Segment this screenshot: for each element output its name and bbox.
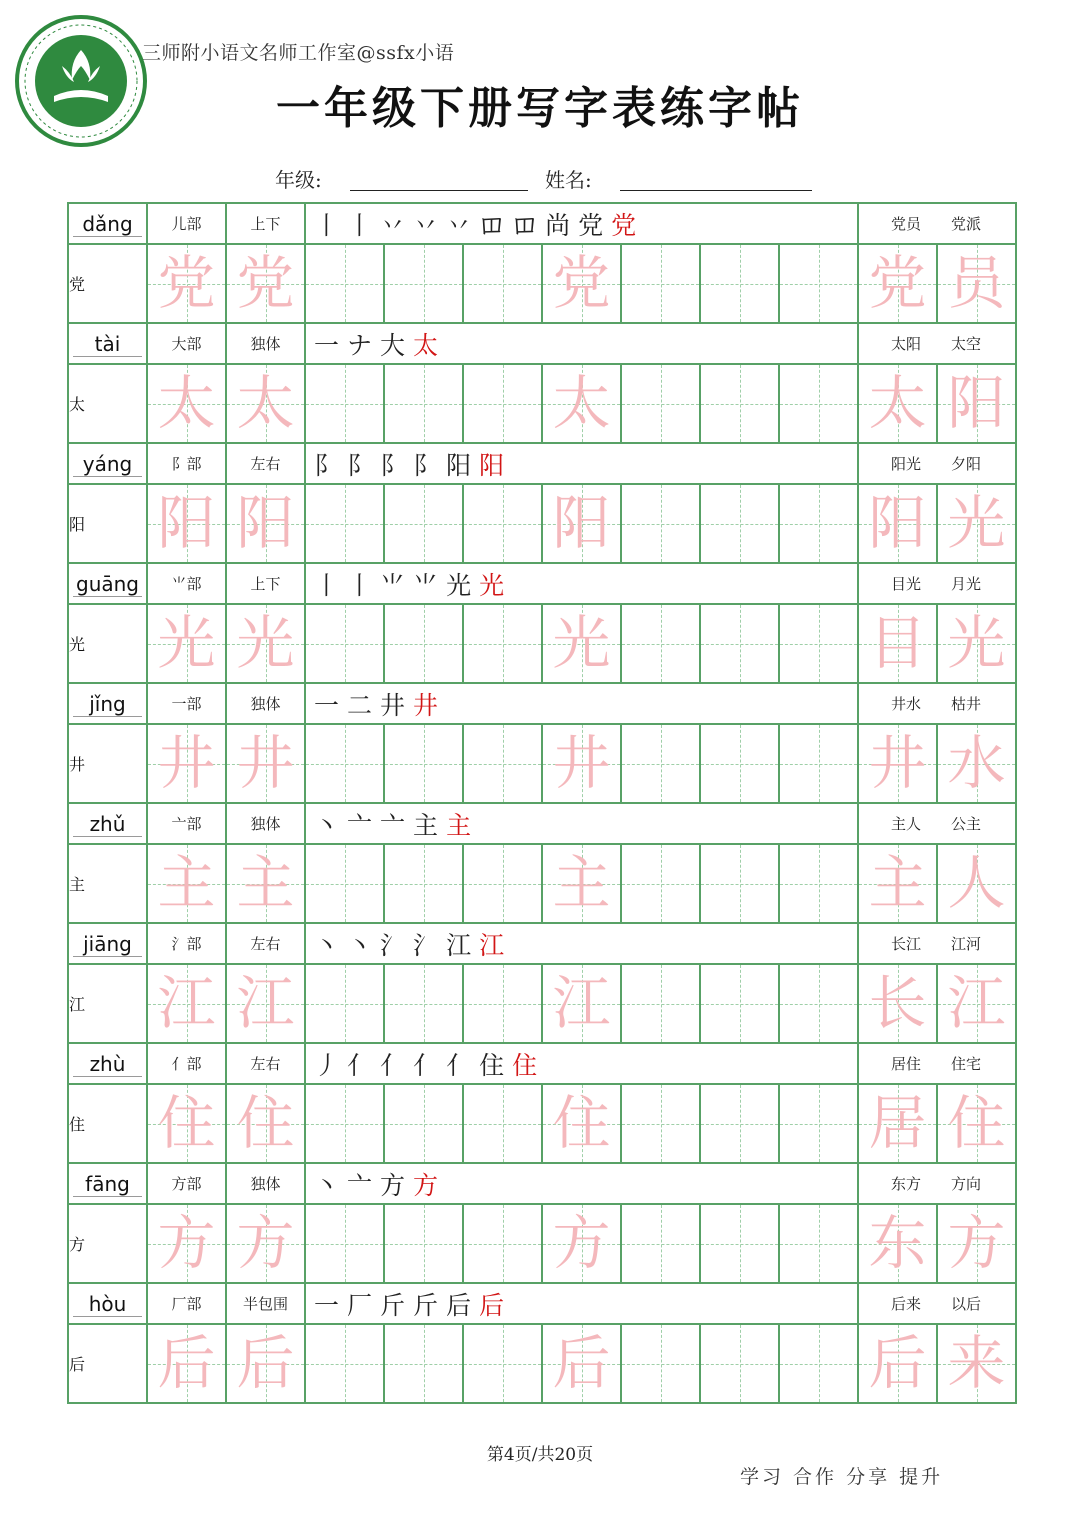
page-number: 第4页/共20页 <box>486 1445 594 1465</box>
trace-cell[interactable]: 江 <box>226 964 305 1043</box>
example-word: 江河 <box>951 935 982 953</box>
blank-practice-cell[interactable] <box>305 1324 384 1403</box>
stroke-order <box>305 563 858 604</box>
stroke-step: 井 <box>413 690 443 720</box>
blank-practice-cell[interactable] <box>700 1084 779 1163</box>
pinyin <box>68 443 147 484</box>
blank-practice-cell[interactable] <box>305 1084 384 1163</box>
example-words <box>858 563 1016 604</box>
trace-cell[interactable]: 太 <box>542 364 621 443</box>
info-row <box>68 563 1016 604</box>
blank-practice-cell[interactable] <box>779 724 858 803</box>
pinyin <box>68 323 147 364</box>
example-word: 后来 <box>891 1295 922 1313</box>
stroke-step: 丨 <box>347 210 377 240</box>
blank-practice-cell[interactable] <box>463 364 542 443</box>
writing-row <box>68 964 1016 1043</box>
word-trace-cell[interactable]: 人 <box>937 844 1016 923</box>
example-words <box>858 1163 1016 1204</box>
example-word: 党派 <box>951 215 982 233</box>
stroke-step: 井 <box>380 690 410 720</box>
stroke-step: 丶 <box>314 930 344 960</box>
stroke-step: 住 <box>479 1050 509 1080</box>
writing-row <box>68 1084 1016 1163</box>
example-word: 方向 <box>951 1175 982 1193</box>
stroke-step: 后 <box>479 1290 509 1320</box>
pinyin-text: yáng <box>82 451 133 476</box>
blank-practice-cell[interactable] <box>305 244 384 323</box>
pinyin-text: jǐng <box>89 691 126 716</box>
model-character: 江 <box>68 964 147 1043</box>
structure: 独体 <box>226 803 305 844</box>
stroke-step: 主 <box>413 810 443 840</box>
stroke-step: 方 <box>380 1170 410 1200</box>
writing-row <box>68 484 1016 563</box>
stroke-step: 亻 <box>413 1050 443 1080</box>
page-title: 一年级下册写字表练字帖 <box>276 83 804 134</box>
blank-practice-cell[interactable] <box>779 1204 858 1283</box>
stroke-step: 党 <box>611 210 641 240</box>
stroke-step: 太 <box>413 330 443 360</box>
studio-name: 三师附小语文名师工作室@ssfx小语 <box>142 42 455 64</box>
trace-cell[interactable]: 井 <box>147 724 226 803</box>
stroke-order <box>305 443 858 484</box>
radical: 一部 <box>147 683 226 724</box>
word-trace-cell[interactable]: 员 <box>937 244 1016 323</box>
word-trace-cell[interactable]: 光 <box>937 484 1016 563</box>
word-trace-cell[interactable]: 来 <box>937 1324 1016 1403</box>
stroke-step: 江 <box>479 930 509 960</box>
info-row <box>68 803 1016 844</box>
pinyin-text: zhǔ <box>89 811 126 836</box>
stroke-step: ナ <box>347 330 377 360</box>
example-word: 枯井 <box>951 695 982 713</box>
blank-practice-cell[interactable] <box>384 844 463 923</box>
stroke-step: 方 <box>413 1170 443 1200</box>
stroke-step: 丨 <box>314 570 344 600</box>
pinyin <box>68 563 147 604</box>
trace-cell[interactable]: 方 <box>147 1204 226 1283</box>
trace-cell[interactable]: 后 <box>147 1324 226 1403</box>
stroke-step: 阝 <box>380 450 410 480</box>
info-row <box>68 323 1016 364</box>
radical: 亠部 <box>147 803 226 844</box>
blank-practice-cell[interactable] <box>700 1324 779 1403</box>
blank-practice-cell[interactable] <box>463 1204 542 1283</box>
trace-cell[interactable]: 江 <box>542 964 621 1043</box>
pinyin <box>68 1163 147 1204</box>
blank-practice-cell[interactable] <box>463 844 542 923</box>
word-trace-cell[interactable]: 阳 <box>858 484 937 563</box>
pinyin <box>68 683 147 724</box>
trace-cell[interactable]: 后 <box>226 1324 305 1403</box>
trace-cell[interactable]: 井 <box>226 724 305 803</box>
word-trace-cell[interactable]: 江 <box>937 964 1016 1043</box>
radical: 大部 <box>147 323 226 364</box>
word-trace-cell[interactable]: 住 <box>937 1084 1016 1163</box>
pinyin <box>68 1283 147 1324</box>
name-label: 姓名: <box>545 168 592 192</box>
stroke-step: 一 <box>314 690 344 720</box>
stroke-order <box>305 1163 858 1204</box>
stroke-step: 丨 <box>314 210 344 240</box>
stroke-step: 亻 <box>380 1050 410 1080</box>
pinyin-text: dǎng <box>82 211 133 236</box>
word-trace-cell[interactable]: 后 <box>858 1324 937 1403</box>
blank-practice-cell[interactable] <box>463 724 542 803</box>
radical: 阝部 <box>147 443 226 484</box>
trace-cell[interactable]: 住 <box>226 1084 305 1163</box>
blank-practice-cell[interactable] <box>384 484 463 563</box>
stroke-step: 亻 <box>446 1050 476 1080</box>
writing-row <box>68 724 1016 803</box>
structure: 独体 <box>226 1163 305 1204</box>
structure: 左右 <box>226 443 305 484</box>
blank-practice-cell[interactable] <box>779 244 858 323</box>
blank-practice-cell[interactable] <box>305 364 384 443</box>
stroke-order <box>305 1283 858 1324</box>
stroke-order <box>305 1043 858 1084</box>
writing-row <box>68 244 1016 323</box>
stroke-step: 丿 <box>314 1050 344 1080</box>
example-words <box>858 803 1016 844</box>
blank-practice-cell[interactable] <box>700 844 779 923</box>
model-character: 方 <box>68 1204 147 1283</box>
example-words <box>858 1283 1016 1324</box>
blank-practice-cell[interactable] <box>621 724 700 803</box>
trace-cell[interactable]: 光 <box>147 604 226 683</box>
trace-cell[interactable]: 阳 <box>147 484 226 563</box>
blank-practice-cell[interactable] <box>463 604 542 683</box>
radical: 亻部 <box>147 1043 226 1084</box>
trace-cell[interactable]: 江 <box>147 964 226 1043</box>
stroke-step: 亠 <box>347 810 377 840</box>
blank-practice-cell[interactable] <box>779 1324 858 1403</box>
pinyin <box>68 803 147 844</box>
trace-cell[interactable]: 主 <box>226 844 305 923</box>
trace-cell[interactable]: 党 <box>147 244 226 323</box>
model-character: 阳 <box>68 484 147 563</box>
stroke-step: 亠 <box>347 1170 377 1200</box>
blank-practice-cell[interactable] <box>621 604 700 683</box>
blank-practice-cell[interactable] <box>621 484 700 563</box>
stroke-step: 住 <box>512 1050 542 1080</box>
stroke-step: 阳 <box>446 450 476 480</box>
writing-row <box>68 844 1016 923</box>
info-row <box>68 1043 1016 1084</box>
blank-practice-cell[interactable] <box>463 964 542 1043</box>
practice-grid <box>67 202 1017 1404</box>
pinyin <box>68 203 147 244</box>
stroke-step: ⺌ <box>380 570 410 600</box>
blank-practice-cell[interactable] <box>621 244 700 323</box>
trace-cell[interactable]: 方 <box>542 1204 621 1283</box>
stroke-step: 厂 <box>347 1290 377 1320</box>
blank-practice-cell[interactable] <box>305 844 384 923</box>
trace-cell[interactable]: 光 <box>542 604 621 683</box>
blank-practice-cell[interactable] <box>779 964 858 1043</box>
stroke-step: 一 <box>314 1290 344 1320</box>
stroke-step: 江 <box>446 930 476 960</box>
example-word: 党员 <box>891 215 922 233</box>
example-word: 太空 <box>951 335 982 353</box>
stroke-step: 氵 <box>413 930 443 960</box>
model-character: 井 <box>68 724 147 803</box>
trace-cell[interactable]: 住 <box>147 1084 226 1163</box>
structure: 独体 <box>226 683 305 724</box>
blank-practice-cell[interactable] <box>305 1204 384 1283</box>
info-row <box>68 923 1016 964</box>
stroke-step: 大 <box>380 330 410 360</box>
stroke-step: 一 <box>314 330 344 360</box>
stroke-step: 丷 <box>446 210 476 240</box>
word-trace-cell[interactable]: 太 <box>858 364 937 443</box>
blank-practice-cell[interactable] <box>384 724 463 803</box>
model-character: 太 <box>68 364 147 443</box>
blank-practice-cell[interactable] <box>305 604 384 683</box>
stroke-step: 斤 <box>380 1290 410 1320</box>
structure: 独体 <box>226 323 305 364</box>
stroke-step: 丷 <box>380 210 410 240</box>
writing-row <box>68 1204 1016 1283</box>
trace-cell[interactable]: 党 <box>542 244 621 323</box>
blank-practice-cell[interactable] <box>779 484 858 563</box>
example-words <box>858 443 1016 484</box>
word-trace-cell[interactable]: 主 <box>858 844 937 923</box>
trace-cell[interactable]: 阳 <box>226 484 305 563</box>
stroke-step: 斤 <box>413 1290 443 1320</box>
blank-practice-cell[interactable] <box>305 724 384 803</box>
radical: 方部 <box>147 1163 226 1204</box>
trace-cell[interactable]: 住 <box>542 1084 621 1163</box>
blank-practice-cell[interactable] <box>384 1324 463 1403</box>
blank-practice-cell[interactable] <box>463 484 542 563</box>
word-trace-cell[interactable]: 井 <box>858 724 937 803</box>
structure: 左右 <box>226 923 305 964</box>
blank-practice-cell[interactable] <box>384 364 463 443</box>
example-words <box>858 923 1016 964</box>
stroke-step: ⺌ <box>413 570 443 600</box>
blank-practice-cell[interactable] <box>621 364 700 443</box>
stroke-step: 阝 <box>314 450 344 480</box>
stroke-step: 党 <box>578 210 608 240</box>
blank-practice-cell[interactable] <box>384 1084 463 1163</box>
stroke-step: 丨 <box>347 570 377 600</box>
blank-practice-cell[interactable] <box>384 1204 463 1283</box>
stroke-step: 亠 <box>380 810 410 840</box>
example-word: 住宅 <box>951 1055 982 1073</box>
stroke-order <box>305 803 858 844</box>
structure: 左右 <box>226 1043 305 1084</box>
word-trace-cell[interactable]: 水 <box>937 724 1016 803</box>
pinyin-text: guāng <box>76 571 139 596</box>
trace-cell[interactable]: 后 <box>542 1324 621 1403</box>
word-trace-cell[interactable]: 光 <box>937 604 1016 683</box>
example-word: 阳光 <box>891 455 922 473</box>
structure: 上下 <box>226 203 305 244</box>
word-trace-cell[interactable]: 党 <box>858 244 937 323</box>
name-blank[interactable] <box>620 190 812 191</box>
info-row <box>68 203 1016 244</box>
stroke-step: 主 <box>446 810 476 840</box>
info-row <box>68 443 1016 484</box>
blank-practice-cell[interactable] <box>700 1204 779 1283</box>
blank-practice-cell[interactable] <box>384 604 463 683</box>
stroke-step: 𫩏 <box>479 210 509 240</box>
blank-practice-cell[interactable] <box>463 1324 542 1403</box>
trace-cell[interactable]: 方 <box>226 1204 305 1283</box>
blank-practice-cell[interactable] <box>700 244 779 323</box>
blank-practice-cell[interactable] <box>700 724 779 803</box>
trace-cell[interactable]: 太 <box>147 364 226 443</box>
blank-practice-cell[interactable] <box>305 484 384 563</box>
blank-practice-cell[interactable] <box>621 1324 700 1403</box>
trace-cell[interactable]: 太 <box>226 364 305 443</box>
blank-practice-cell[interactable] <box>463 244 542 323</box>
blank-practice-cell[interactable] <box>779 844 858 923</box>
stroke-step: 丶 <box>314 810 344 840</box>
pinyin <box>68 1043 147 1084</box>
example-words <box>858 683 1016 724</box>
example-words <box>858 323 1016 364</box>
blank-practice-cell[interactable] <box>779 364 858 443</box>
blank-practice-cell[interactable] <box>700 604 779 683</box>
word-trace-cell[interactable]: 阳 <box>937 364 1016 443</box>
pinyin-text: fāng <box>85 1171 130 1196</box>
example-word: 太阳 <box>891 335 922 353</box>
writing-row <box>68 1324 1016 1403</box>
radical: ⺌部 <box>147 563 226 604</box>
trace-cell[interactable]: 主 <box>542 844 621 923</box>
pinyin <box>68 923 147 964</box>
example-word: 井水 <box>891 695 922 713</box>
model-character: 党 <box>68 244 147 323</box>
example-words <box>858 1043 1016 1084</box>
word-trace-cell[interactable]: 东 <box>858 1204 937 1283</box>
writing-row <box>68 604 1016 683</box>
example-word: 月光 <box>951 575 982 593</box>
blank-practice-cell[interactable] <box>621 1204 700 1283</box>
blank-practice-cell[interactable] <box>779 604 858 683</box>
radical: 氵部 <box>147 923 226 964</box>
blank-practice-cell[interactable] <box>621 964 700 1043</box>
stroke-step: 阳 <box>479 450 509 480</box>
stroke-order <box>305 203 858 244</box>
stroke-step: 后 <box>446 1290 476 1320</box>
blank-practice-cell[interactable] <box>779 1084 858 1163</box>
stroke-step: 丶 <box>347 930 377 960</box>
radical: 厂部 <box>147 1283 226 1324</box>
blank-practice-cell[interactable] <box>700 484 779 563</box>
word-trace-cell[interactable]: 目 <box>858 604 937 683</box>
trace-cell[interactable]: 阳 <box>542 484 621 563</box>
structure: 半包围 <box>226 1283 305 1324</box>
blank-practice-cell[interactable] <box>621 844 700 923</box>
stroke-step: 阝 <box>347 450 377 480</box>
blank-practice-cell[interactable] <box>463 1084 542 1163</box>
pinyin-text: jiāng <box>83 931 132 956</box>
word-trace-cell[interactable]: 方 <box>937 1204 1016 1283</box>
stroke-step: 尚 <box>545 210 575 240</box>
stroke-step: 丶 <box>314 1170 344 1200</box>
blank-practice-cell[interactable] <box>700 364 779 443</box>
pinyin-text: tài <box>94 331 121 356</box>
example-word: 主人 <box>891 815 922 833</box>
example-word: 东方 <box>891 1175 922 1193</box>
model-character: 光 <box>68 604 147 683</box>
stroke-order <box>305 683 858 724</box>
word-trace-cell[interactable]: 长 <box>858 964 937 1043</box>
model-character: 住 <box>68 1084 147 1163</box>
stroke-step: 亻 <box>347 1050 377 1080</box>
stroke-step: 阝 <box>413 450 443 480</box>
stroke-order <box>305 323 858 364</box>
slogan: 学习 合作 分享 提升 <box>740 1466 944 1488</box>
trace-cell[interactable]: 主 <box>147 844 226 923</box>
blank-practice-cell[interactable] <box>384 964 463 1043</box>
example-word: 夕阳 <box>951 455 982 473</box>
trace-cell[interactable]: 党 <box>226 244 305 323</box>
stroke-step: 光 <box>446 570 476 600</box>
info-row <box>68 683 1016 724</box>
trace-cell[interactable]: 光 <box>226 604 305 683</box>
word-trace-cell[interactable]: 居 <box>858 1084 937 1163</box>
pinyin-text: hòu <box>88 1291 127 1316</box>
stroke-step: 𫩏 <box>512 210 542 240</box>
pinyin-text: zhù <box>89 1051 126 1076</box>
info-row <box>68 1283 1016 1324</box>
trace-cell[interactable]: 井 <box>542 724 621 803</box>
blank-practice-cell[interactable] <box>621 1084 700 1163</box>
grade-blank[interactable] <box>350 190 528 191</box>
stroke-order <box>305 923 858 964</box>
stroke-step: 丷 <box>413 210 443 240</box>
example-word: 以后 <box>951 1295 982 1313</box>
example-word: 长江 <box>891 935 922 953</box>
example-word: 公主 <box>951 815 982 833</box>
structure: 上下 <box>226 563 305 604</box>
stroke-step: 光 <box>479 570 509 600</box>
model-character: 后 <box>68 1324 147 1403</box>
example-word: 目光 <box>891 575 922 593</box>
example-words <box>858 203 1016 244</box>
blank-practice-cell[interactable] <box>384 244 463 323</box>
info-row <box>68 1163 1016 1204</box>
example-word: 居住 <box>891 1055 922 1073</box>
stroke-step: 二 <box>347 690 377 720</box>
model-character: 主 <box>68 844 147 923</box>
writing-row <box>68 364 1016 443</box>
blank-practice-cell[interactable] <box>305 964 384 1043</box>
radical: 儿部 <box>147 203 226 244</box>
stroke-step: 氵 <box>380 930 410 960</box>
blank-practice-cell[interactable] <box>700 964 779 1043</box>
grade-label: 年级: <box>275 168 322 192</box>
